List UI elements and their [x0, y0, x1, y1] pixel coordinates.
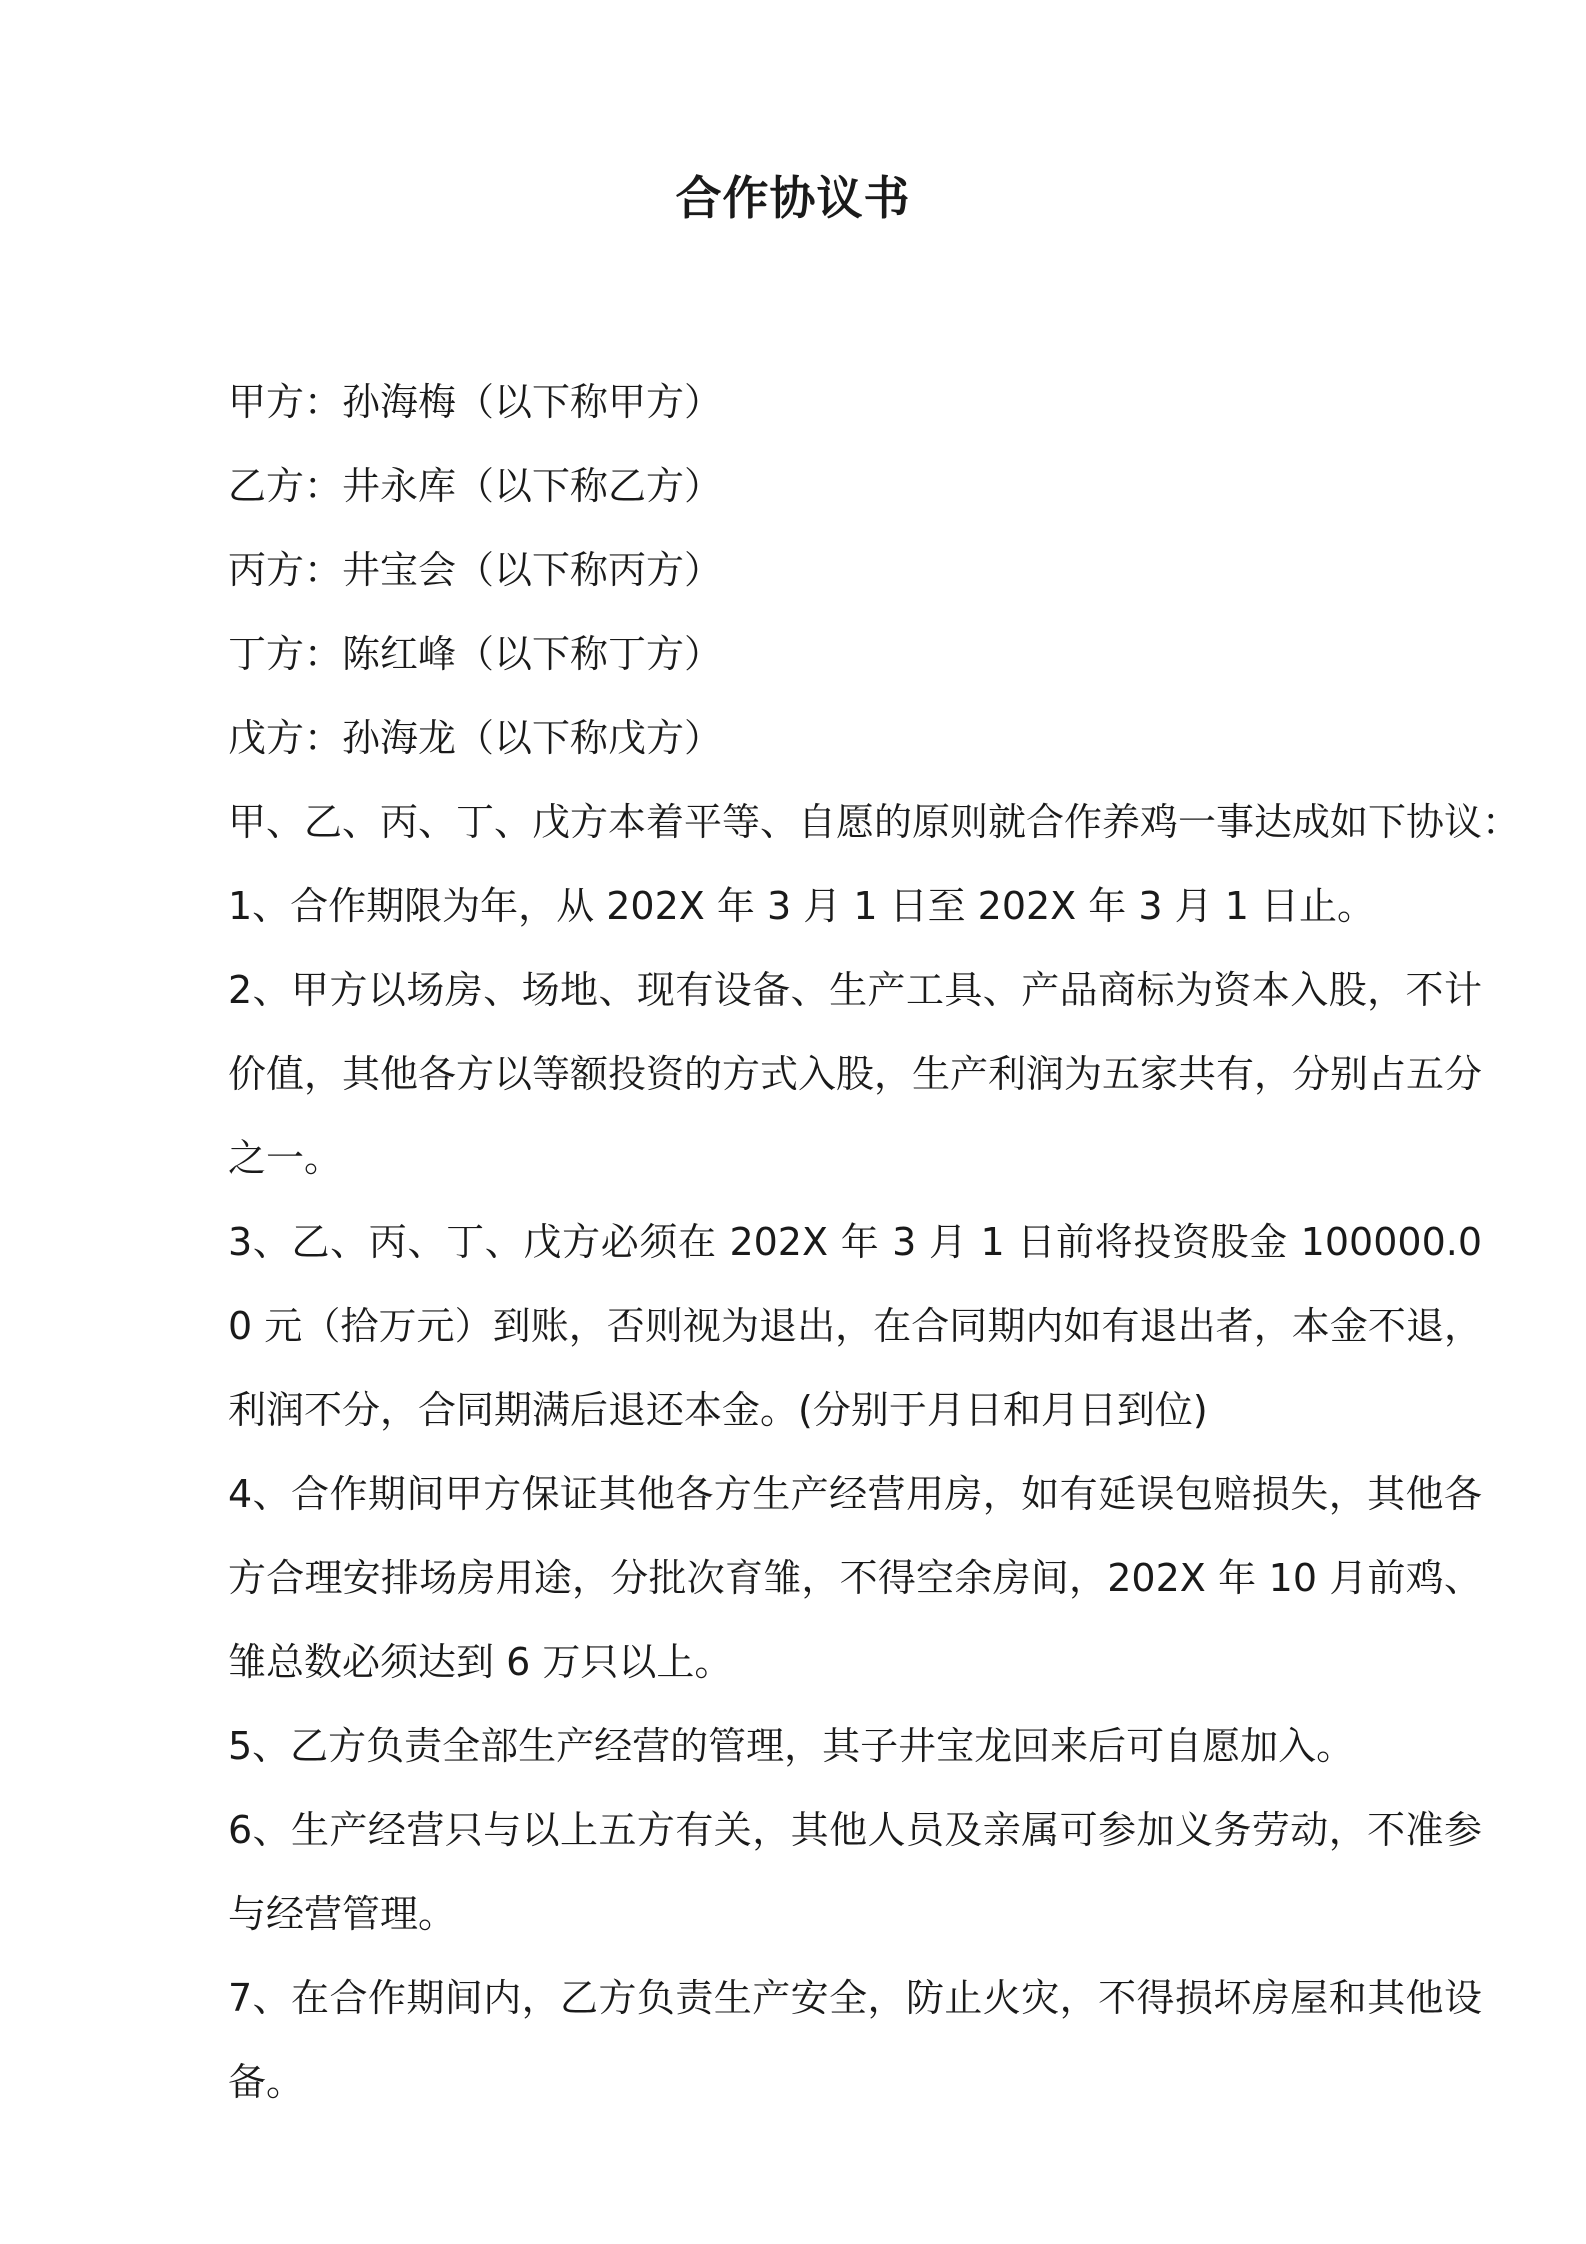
clause-7: 7、在合作期间内，乙方负责生产安全，防止火灾，不得损坏房屋和其他设备。 — [228, 1976, 1482, 2104]
agreement-intro: 甲、乙、丙、丁、戊方本着平等、自愿的原则就合作养鸡一事达成如下协议： — [228, 800, 1521, 844]
clause-4: 4、合作期间甲方保证其他各方生产经营用房，如有延误包赔损失，其他各方合理安排场房用途，分批次育雏，不得空余房间，202X 年 10 月前鸡、雏总数必须达到 6 万只以上。 — [228, 1472, 1483, 1684]
party-yi: 乙方：井永库（以下称乙方） — [228, 464, 723, 508]
clause-1: 1、合作期限为年，从 202X 年 3 月 1 日至 202X 年 3 月 1 日止。 — [228, 884, 1375, 928]
party-jia: 甲方：孙海梅（以下称甲方） — [228, 380, 723, 424]
clause-2: 2、甲方以场房、场地、现有设备、生产工具、产品商标为资本入股，不计价值，其他各方以等额投资的方式入股，生产利润为五家共有，分别占五分之一。 — [228, 968, 1483, 1180]
clause-6: 6、生产经营只与以上五方有关，其他人员及亲属可参加义务劳动，不准参与经营管理。 — [228, 1808, 1482, 1936]
party-bing: 丙方：井宝会（以下称丙方） — [228, 548, 723, 592]
party-ding: 丁方：陈红峰（以下称丁方） — [228, 632, 723, 676]
document-title: 合作协议书 — [675, 171, 911, 225]
party-wu: 戊方：孙海龙（以下称戊方） — [228, 716, 723, 760]
clause-3: 3、乙、丙、丁、戊方必须在 202X 年 3 月 1 日前将投资股金 100000.00 元（拾万元）到账，否则视为退出，在合同期内如有退出者，本金不退，利润不分，合同期满后退还本金。(分别于月日和月日到位) — [228, 1220, 1482, 1432]
clause-5: 5、乙方负责全部生产经营的管理，其子井宝龙回来后可自愿加入。 — [228, 1724, 1355, 1768]
document-body — [228, 360, 1521, 2124]
